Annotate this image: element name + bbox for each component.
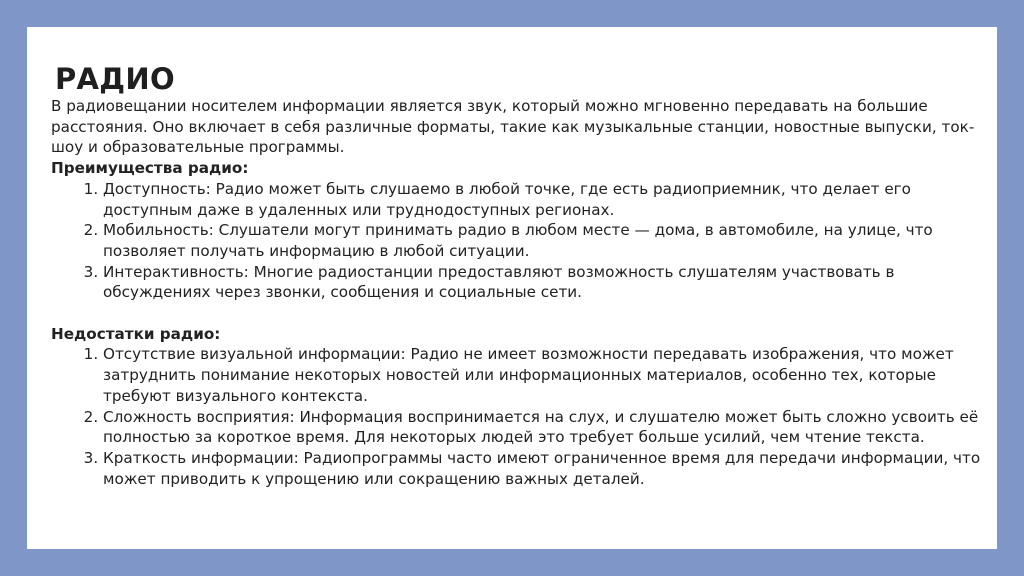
slide-title: РАДИО (55, 62, 175, 96)
disadvantage-item-3: 3. Краткость информации: Радиопрограммы часто имеют ограниченное время для передачи информации, что может приводить к упрощению или сокращению важных деталей. (103, 448, 991, 489)
advantages-heading: Преимущества радио: (51, 159, 249, 178)
advantage-item-1: 1. Доступность: Радио может быть слушаемо в любой точке, где есть радиоприемник, что делает его доступным даже в удаленных или труднодоступных регионах. (103, 179, 991, 220)
intro-paragraph: В радиовещании носителем информации является звук, который можно мгновенно передавать на большие расстояния. Оно включает в себя различные форматы, такие как музыкальные станции, новостные выпуски, ток-шоу и образовательные программы. (51, 97, 975, 157)
slide-content (51, 96, 991, 489)
advantage-item-3: 3. Интерактивность: Многие радиостанции предоставляют возможность слушателям участвовать в обсуждениях через звонки, сообщения и социальные сети. (103, 262, 991, 303)
disadvantages-list (51, 344, 991, 489)
disadvantage-item-2: 2. Сложность восприятия: Информация воспринимается на слух, и слушателю может быть сложно усвоить её полностью за короткое время. Для некоторых людей это требует больше усилий, чем чтение текста. (103, 407, 991, 448)
disadvantage-item-1: 1. Отсутствие визуальной информации: Радио не имеет возможности передавать изображения, что может затруднить понимание некоторых новостей или информационных материалов, особенно тех, которые требуют визуального контекста. (103, 344, 991, 406)
advantages-list (51, 179, 991, 303)
advantage-item-2: 2. Мобильность: Слушатели могут принимать радио в любом месте — дома, в автомобиле, на улице, что позволяет получать информацию в любой ситуации. (103, 220, 991, 261)
slide (27, 27, 997, 549)
disadvantages-heading: Недостатки радио: (51, 324, 221, 343)
